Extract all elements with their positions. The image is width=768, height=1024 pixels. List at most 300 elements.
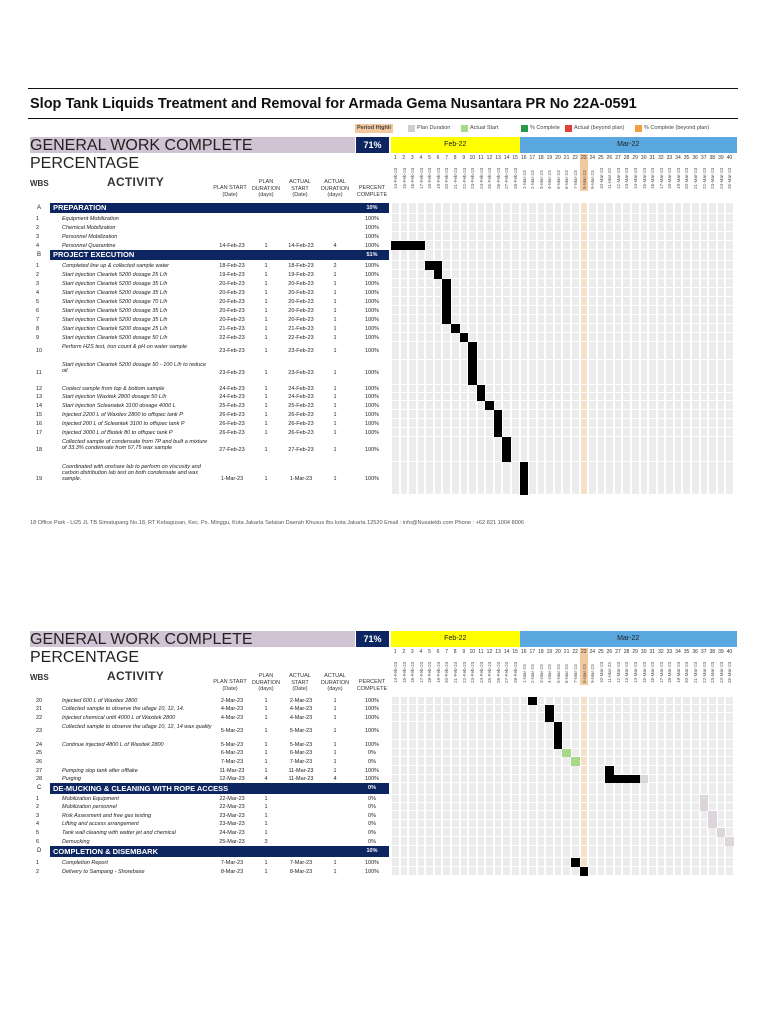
gantt-grid-cell	[606, 342, 613, 359]
gantt-grid-cell	[649, 740, 656, 748]
gantt-grid-cell	[392, 333, 399, 341]
gantt-grid-cell	[709, 766, 716, 774]
gantt-grid-cell	[641, 722, 648, 739]
row-actual-start: 23-Feb-23	[288, 348, 314, 354]
gantt-grid-cell	[598, 697, 605, 704]
gantt-grid-cell	[555, 250, 562, 260]
row-plan-start: 22-Feb-23	[219, 334, 245, 341]
row-plan-duration: 1	[264, 411, 268, 418]
gantt-grid-cell	[692, 846, 699, 857]
gantt-grid-cell	[503, 775, 510, 782]
day-number: 23	[580, 155, 587, 161]
gantt-grid-cell	[658, 214, 665, 222]
gantt-grid-cell	[521, 288, 528, 296]
gantt-grid-cell	[495, 385, 502, 392]
gantt-grid-cell	[512, 775, 519, 782]
gantt-grid-cell	[606, 250, 613, 260]
gantt-grid-cell	[521, 697, 528, 704]
gantt-grid-cell	[478, 250, 485, 260]
gantt-grid-cell	[418, 428, 425, 436]
gantt-grid-cell	[658, 333, 665, 341]
gantt-grid-cell	[486, 811, 493, 819]
gantt-grid-cell	[641, 250, 648, 260]
gantt-grid-cell	[555, 428, 562, 436]
gantt-grid-cell	[469, 437, 476, 461]
row-actual-start: 14-Feb-23	[288, 242, 314, 249]
gantt-grid-cell	[666, 203, 673, 213]
gantt-grid-cell	[675, 261, 682, 269]
gantt-grid-cell	[452, 757, 459, 765]
gantt-grid-cell	[452, 811, 459, 819]
gantt-grid-cell	[709, 697, 716, 704]
gantt-grid-cell	[632, 811, 639, 819]
row-actual-duration: 1	[333, 758, 337, 765]
gantt-grid-cell	[701, 428, 708, 436]
percent-complete-header-line: PERCENT	[358, 185, 386, 191]
gantt-grid-cell	[503, 820, 510, 827]
row-plan-duration: 1	[264, 698, 268, 704]
gantt-grid-cell	[435, 419, 442, 427]
gantt-grid-cell	[606, 297, 613, 305]
gantt-grid-cell	[409, 820, 416, 827]
gantt-grid-cell	[418, 713, 425, 721]
gantt-grid-cell	[572, 775, 579, 782]
gantt-grid-cell	[615, 419, 622, 427]
gantt-grid-cell	[683, 270, 690, 278]
gantt-grid-cell	[589, 419, 596, 427]
day-date: 24-Mar-23	[718, 661, 724, 683]
gantt-grid-cell	[692, 803, 699, 810]
gantt-grid-cell	[486, 250, 493, 260]
gantt-grid-cell	[675, 360, 682, 384]
gantt-grid-cell	[538, 846, 545, 857]
gantt-grid-cell	[666, 250, 673, 260]
gantt-grid-cell	[529, 279, 536, 287]
gantt-grid-cell	[606, 858, 613, 866]
gantt-grid-cell	[409, 297, 416, 305]
gantt-grid-cell	[623, 401, 630, 409]
gantt-grid-cell	[392, 858, 399, 866]
gantt-grid-cell	[641, 867, 648, 875]
gantt-grid-cell	[529, 428, 536, 436]
actual-duration-header-line: DURATION	[320, 185, 350, 192]
gantt-grid-cell	[726, 803, 733, 810]
day-date: 15-Mar-23	[641, 661, 647, 683]
day-date: 25-Feb-23	[487, 661, 493, 683]
gantt-grid-cell	[692, 705, 699, 712]
gantt-grid-cell	[401, 749, 408, 756]
day-number: 13	[495, 649, 501, 655]
gantt-grid-cell	[701, 757, 708, 765]
gantt-grid-cell	[521, 401, 528, 409]
row-percent: 100%	[364, 307, 380, 314]
gantt-grid-cell	[538, 232, 545, 240]
day-number: 7	[445, 155, 448, 161]
gantt-grid-cell	[589, 214, 596, 222]
gantt-grid-cell	[521, 828, 528, 836]
row-activity: Tank wall cleaning with watter jet and chemical	[62, 829, 176, 836]
gantt-grid-cell	[409, 385, 416, 392]
gantt-grid-cell	[443, 437, 450, 461]
gantt-grid-cell	[701, 385, 708, 392]
day-number: 24	[589, 155, 596, 161]
gantt-grid-cell	[649, 697, 656, 704]
gantt-grid-cell	[709, 410, 716, 418]
gantt-grid-cell	[701, 811, 708, 819]
gantt-grid-cell	[503, 393, 510, 400]
gantt-grid-cell	[529, 837, 536, 845]
gantt-grid-cell	[546, 803, 553, 810]
gantt-grid-cell	[418, 697, 425, 704]
gantt-grid-cell	[435, 410, 442, 418]
row-activity: Personnel Quarantine	[62, 242, 116, 249]
gantt-grid-cell	[529, 333, 536, 341]
gantt-grid-cell	[418, 288, 425, 296]
gantt-grid-cell	[709, 232, 716, 240]
gantt-grid-cell	[709, 722, 716, 739]
gantt-grid-cell	[701, 419, 708, 427]
gantt-grid-cell	[666, 722, 673, 739]
gantt-grid-cell	[632, 306, 639, 314]
gantt-grid-cell	[521, 722, 528, 739]
gantt-grid-cell	[726, 393, 733, 400]
row-wbs: 14	[36, 402, 43, 409]
gantt-grid-cell	[503, 360, 510, 384]
gantt-grid-cell	[649, 749, 656, 756]
gantt-grid-cell	[581, 828, 588, 836]
row-plan-start: 23-Mar-23	[219, 821, 245, 827]
plan-duration-header	[250, 179, 282, 199]
gantt-grid-cell	[701, 867, 708, 875]
gantt-grid-cell	[443, 749, 450, 756]
gantt-grid-cell	[726, 428, 733, 436]
gantt-grid-cell	[563, 250, 570, 260]
gantt-grid-cell	[666, 428, 673, 436]
day-date: 13-Mar-23	[624, 167, 630, 189]
day-date: 2-Mar-23	[530, 664, 536, 683]
row-wbs: 26	[36, 758, 43, 765]
gantt-grid-cell	[683, 705, 690, 712]
gantt-grid-cell	[426, 437, 433, 461]
gantt-grid-cell	[572, 713, 579, 721]
day-date: 18-Mar-23	[667, 661, 673, 683]
gantt-grid-cell	[512, 437, 519, 461]
gantt-grid-cell	[692, 722, 699, 739]
gantt-grid-cell	[666, 315, 673, 323]
gantt-grid-cell	[503, 766, 510, 774]
gantt-grid-cell	[478, 462, 485, 494]
gantt-grid-cell	[486, 232, 493, 240]
row-plan-duration: 1	[264, 298, 268, 305]
day-date: 16-Feb-23	[410, 167, 416, 189]
gantt-grid-cell	[726, 722, 733, 739]
gantt-grid-cell	[495, 811, 502, 819]
gantt-grid-cell	[632, 820, 639, 827]
gantt-grid-cell	[623, 297, 630, 305]
gantt-grid-cell	[426, 203, 433, 213]
gantt-grid-cell	[538, 705, 545, 712]
gantt-grid-cell	[409, 837, 416, 845]
gantt-grid-cell	[555, 858, 562, 866]
gantt-grid-cell	[598, 410, 605, 418]
gantt-grid-cell	[641, 437, 648, 461]
gantt-grid-cell	[512, 462, 519, 494]
day-date: 21-Mar-23	[692, 661, 698, 683]
gantt-grid-cell	[658, 241, 665, 249]
gantt-grid-cell	[521, 705, 528, 712]
gantt-grid-cell	[555, 333, 562, 341]
section-title: PREPARATION	[53, 203, 107, 212]
gantt-grid-cell	[495, 324, 502, 332]
day-date: 20-Mar-23	[684, 661, 690, 683]
gantt-grid-cell	[606, 749, 613, 756]
gantt-bar	[494, 419, 503, 428]
row-plan-start: 24-Mar-23	[219, 829, 245, 836]
legend-complete-beyond: % Complete (beyond plan)	[644, 125, 710, 131]
gantt-bar	[434, 270, 443, 279]
gantt-grid-cell	[709, 401, 716, 409]
row-activity: Start injection Cleartek 5200 dosage 35 L/h	[62, 316, 168, 323]
day-number: 30	[640, 155, 647, 161]
gantt-grid-cell	[641, 428, 648, 436]
legend-plan: Plan Duration	[417, 125, 451, 131]
gantt-grid-cell	[658, 437, 665, 461]
gantt-grid-cell	[623, 766, 630, 774]
gantt-grid-cell	[572, 740, 579, 748]
gantt-grid-cell	[426, 324, 433, 332]
row-plan-start: 20-Feb-23	[219, 298, 245, 305]
gantt-grid-cell	[623, 419, 630, 427]
gantt-grid-cell	[452, 419, 459, 427]
day-number: 12	[486, 649, 493, 655]
day-date: 18-Feb-23	[427, 167, 433, 189]
gantt-grid-cell	[401, 740, 408, 748]
gantt-grid-cell	[726, 697, 733, 704]
gantt-grid-cell	[615, 261, 622, 269]
gantt-bar	[494, 428, 503, 437]
row-activity: Lifting and access arrangement	[62, 821, 139, 827]
gantt-grid-cell	[521, 713, 528, 721]
gantt-grid-cell	[555, 697, 562, 704]
gantt-grid-cell	[461, 867, 468, 875]
gantt-grid-cell	[632, 261, 639, 269]
gantt-grid-cell	[701, 697, 708, 704]
row-actual-start: 11-Mar-23	[288, 767, 314, 774]
gantt-grid-cell	[435, 279, 442, 287]
gantt-grid-cell	[392, 315, 399, 323]
gantt-grid-cell	[512, 315, 519, 323]
gantt-grid-cell	[718, 393, 725, 400]
gantt-grid-cell	[529, 775, 536, 782]
gantt-grid-cell	[409, 261, 416, 269]
gantt-grid-cell	[495, 757, 502, 765]
row-actual-start: 11-Mar-23	[288, 776, 314, 782]
row-activity: Demucking	[62, 838, 90, 845]
gantt-grid-cell	[495, 722, 502, 739]
gantt-grid-cell	[443, 775, 450, 782]
gantt-grid-cell	[538, 858, 545, 866]
plan-start-header-line: (Date)	[222, 685, 238, 692]
row-wbs: 28	[36, 776, 43, 782]
gantt-grid-cell	[692, 279, 699, 287]
gantt-grid-cell	[452, 713, 459, 721]
percent-complete-header-line: COMPLETE	[356, 191, 388, 198]
gantt-bar	[554, 722, 563, 740]
gantt-grid-cell	[598, 270, 605, 278]
row-wbs: 5	[36, 298, 40, 305]
day-number: 38	[709, 649, 716, 655]
gantt-grid-cell	[495, 846, 502, 857]
row-plan-start: 22-Mar-23	[219, 796, 245, 802]
gantt-grid-cell	[606, 437, 613, 461]
gantt-grid-cell	[521, 419, 528, 427]
row-wbs: 1	[36, 215, 40, 222]
gantt-grid-cell	[683, 297, 690, 305]
gantt-grid-cell	[495, 333, 502, 341]
row-percent: 100%	[364, 728, 380, 734]
day-number: 2	[402, 155, 406, 161]
gantt-grid-cell	[521, 410, 528, 418]
gantt-grid-cell	[658, 722, 665, 739]
row-wbs: 4	[36, 821, 40, 827]
day-date: 8-Mar-23	[581, 664, 587, 683]
row-actual-start: 21-Feb-23	[288, 325, 314, 332]
gantt-grid-cell	[658, 297, 665, 305]
row-percent: 100%	[364, 429, 380, 436]
gantt-grid-cell	[701, 740, 708, 748]
row-activity: Pumping slop tank after offtake	[62, 767, 138, 774]
gantt-grid-cell	[675, 393, 682, 400]
gantt-grid-cell	[675, 419, 682, 427]
gantt-grid-cell	[452, 766, 459, 774]
gantt-grid-cell	[649, 270, 656, 278]
day-number: 3	[410, 649, 414, 655]
gantt-grid-cell	[418, 270, 425, 278]
row-actual-start: 6-Mar-23	[289, 750, 313, 756]
gantt-grid-cell	[546, 306, 553, 314]
gantt-grid-cell	[495, 393, 502, 400]
row-plan-duration: 1	[264, 859, 268, 866]
row-plan-start: 5-Mar-23	[220, 741, 244, 748]
gantt-grid-cell	[503, 315, 510, 323]
gantt-grid-cell	[675, 223, 682, 231]
gantt-grid-cell	[683, 766, 690, 774]
row-activity: Continue injected 4800 L of Waxitek 2800	[62, 741, 164, 748]
row-plan-duration: 1	[264, 758, 268, 765]
gantt-grid-cell	[709, 419, 716, 427]
gantt-grid-cell	[418, 203, 425, 213]
gantt-grid-cell	[581, 775, 588, 782]
gantt-grid-cell	[529, 241, 536, 249]
gantt-grid-cell	[461, 705, 468, 712]
gantt-grid-cell	[546, 749, 553, 756]
gantt-grid-cell	[718, 775, 725, 782]
gantt-grid-cell	[546, 867, 553, 875]
gantt-grid-cell	[649, 342, 656, 359]
gantt-grid-cell	[701, 783, 708, 794]
gantt-grid-cell	[443, 410, 450, 418]
row-actual-start: 7-Mar-23	[289, 859, 313, 866]
row-actual-duration: 1	[333, 706, 337, 712]
gantt-grid-cell	[521, 385, 528, 392]
gwc-label-bar	[30, 631, 355, 666]
gantt-grid-cell	[701, 214, 708, 222]
gantt-grid-cell	[555, 419, 562, 427]
row-percent: 100%	[364, 741, 380, 748]
row-wbs: 18	[36, 446, 43, 453]
gantt-grid-cell	[649, 261, 656, 269]
gantt-grid-cell	[409, 306, 416, 314]
gantt-grid-cell	[443, 401, 450, 409]
gantt-grid-cell	[435, 867, 442, 875]
gantt-grid-cell	[486, 722, 493, 739]
gantt-grid-cell	[443, 697, 450, 704]
row-percent: 100%	[364, 394, 380, 400]
gantt-grid-cell	[512, 803, 519, 810]
gantt-grid-cell	[598, 261, 605, 269]
gantt-grid-cell	[478, 223, 485, 231]
gantt-grid-cell	[692, 393, 699, 400]
gantt-grid-cell	[606, 697, 613, 704]
gantt-grid-cell	[615, 740, 622, 748]
gantt-grid-cell	[726, 783, 733, 794]
row-plan-start: 5-Mar-23	[220, 728, 244, 734]
gantt-grid-cell	[435, 250, 442, 260]
row-plan-duration: 1	[264, 289, 268, 296]
gantt-grid-cell	[538, 342, 545, 359]
gantt-grid-cell	[426, 462, 433, 494]
gantt-grid-cell	[632, 757, 639, 765]
day-number: 4	[419, 155, 423, 161]
gantt-grid-cell	[658, 393, 665, 400]
gantt-grid-cell	[675, 697, 682, 704]
gantt-grid-cell	[666, 811, 673, 819]
row-plan-start: 22-Mar-23	[219, 804, 245, 810]
gantt-grid-cell	[718, 428, 725, 436]
gantt-grid-cell	[435, 846, 442, 857]
gantt-grid-cell	[606, 803, 613, 810]
gantt-grid-cell	[538, 393, 545, 400]
gantt-grid-cell	[701, 360, 708, 384]
gantt-grid-cell	[521, 757, 528, 765]
day-date: 19-Feb-23	[435, 167, 441, 189]
gantt-grid-cell	[623, 214, 630, 222]
gantt-grid-cell	[529, 828, 536, 836]
day-number: 29	[632, 649, 638, 655]
gantt-grid-cell	[478, 297, 485, 305]
gantt-grid-cell	[426, 270, 433, 278]
gantt-grid-cell	[726, 385, 733, 392]
gantt-grid-cell	[426, 697, 433, 704]
gantt-grid-cell	[555, 783, 562, 794]
gantt-grid-cell	[495, 297, 502, 305]
gantt-grid-cell	[692, 223, 699, 231]
gantt-grid-cell	[409, 288, 416, 296]
gantt-grid-cell	[435, 401, 442, 409]
day-number: 4	[419, 649, 423, 655]
gantt-grid-cell	[469, 766, 476, 774]
day-date: 5-Mar-23	[555, 664, 561, 683]
gantt-grid-cell	[675, 324, 682, 332]
gantt-grid-cell	[701, 766, 708, 774]
gantt-grid-cell	[538, 306, 545, 314]
row-percent: 100%	[364, 262, 380, 269]
gantt-grid-cell	[521, 811, 528, 819]
gantt-grid-cell	[641, 462, 648, 494]
gantt-grid-cell	[623, 437, 630, 461]
row-plan-start: 23-Mar-23	[219, 812, 245, 819]
gantt-page-1	[0, 137, 768, 507]
